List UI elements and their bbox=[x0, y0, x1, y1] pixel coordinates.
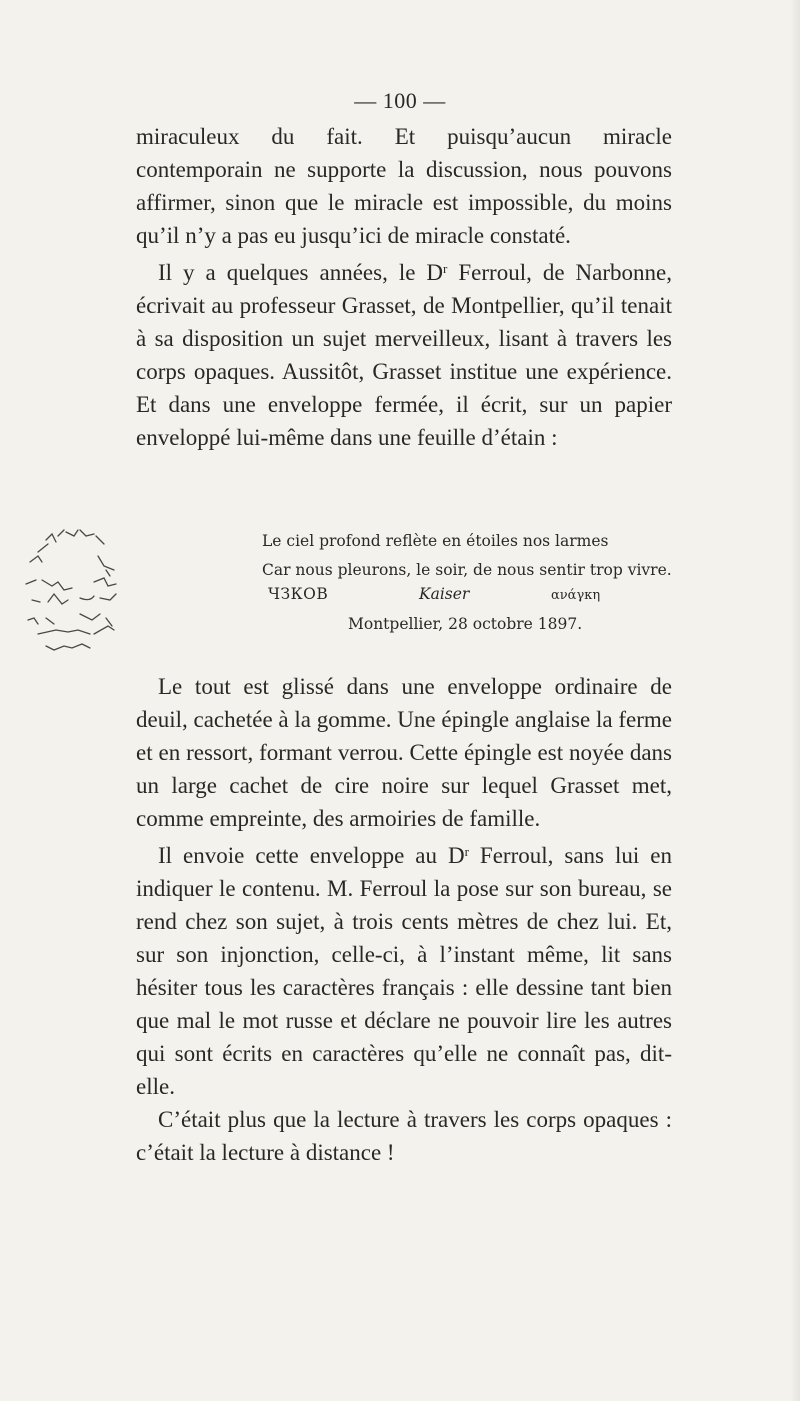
greek-word: ανάγκη bbox=[551, 588, 601, 603]
signature-row bbox=[268, 585, 688, 613]
paragraph-continued: miraculeux du fait. Et puisqu’aucun miracle contemporain ne supporte la discussion, nous pouvons affirmer, sinon que le miracle est impossible, du moins qu’il n’y a pas eu jusqu’ici de miracle constaté. bbox=[136, 124, 672, 248]
german-word: Kaiser bbox=[419, 585, 470, 603]
doctor-superscript-2: r bbox=[464, 844, 469, 859]
page-edge-shadow bbox=[790, 0, 800, 1401]
page-number: — 100 — bbox=[354, 88, 446, 113]
written-verse bbox=[262, 527, 682, 585]
paragraph-ferroul-start: Il y a quelques années, le D bbox=[158, 260, 444, 285]
paragraph-ferroul bbox=[136, 252, 672, 454]
paragraph-experiment bbox=[136, 835, 672, 1103]
doctor-superscript: r bbox=[443, 261, 448, 276]
verse-line-1: Le ciel profond reflète en étoiles nos larmes bbox=[262, 532, 609, 550]
dateline: Montpellier, 28 octobre 1897. bbox=[348, 615, 583, 633]
marginal-drawing bbox=[18, 522, 128, 662]
top-text-block bbox=[136, 120, 672, 454]
paragraph-experiment-rest: Ferroul, sans lui en indiquer le contenu. M. Ferroul la pose sur son bureau, se rend chez son sujet, à trois cents mètres de chez lui. Et, sur son injonction, celle-ci, à l’instant même, lit sans hésiter tous les caractères français : elle dessine tant bien que mal le mot russe et déclare ne pouvoir lire les autres qui sont écrits en caractères qu’elle ne connaît pas, dit-elle. bbox=[136, 843, 672, 1099]
paragraph-experiment-start: Il envoie cette enveloppe au D bbox=[158, 843, 465, 868]
verse-line-2: Car nous pleurons, le soir, de nous sentir trop vivre. bbox=[262, 561, 672, 579]
bottom-text-block bbox=[136, 670, 672, 1169]
paragraph-envelope: Le tout est glissé dans une enveloppe ordinaire de deuil, cachetée à la gomme. Une épingle anglaise la ferme et en ressort, formant verrou. Cette épingle est noyée dans un large cachet de cire noire sur lequel Grasset met, comme empreinte, des armoiries de famille. bbox=[136, 674, 672, 831]
paragraph-ferroul-rest: Ferroul, de Narbonne, écrivait au professeur Grasset, de Montpellier, qu’il tenait à sa disposition un sujet merveilleux, lisant à travers les corps opaques. Aussitôt, Grasset institue une expérience. Et dans une enveloppe fermée, il écrit, sur un papier enveloppé lui-même dans une feuille d’étain : bbox=[136, 260, 672, 450]
russian-word: ЧЗКОВ bbox=[268, 585, 329, 603]
paragraph-conclusion: C’était plus que la lecture à travers les corps opaques : c’était la lecture à distance ! bbox=[136, 1107, 672, 1165]
